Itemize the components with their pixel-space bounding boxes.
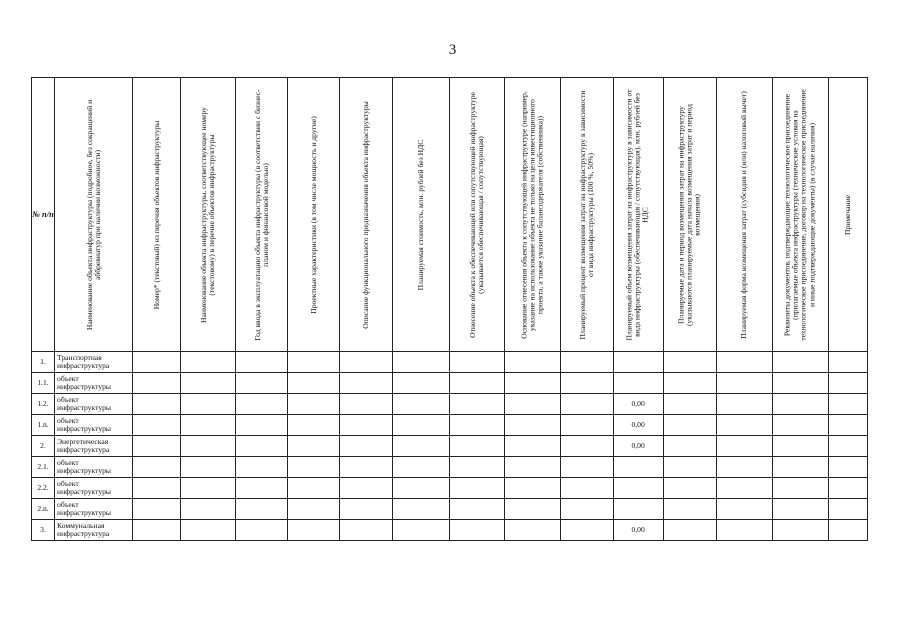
table-cell [236,499,288,520]
infrastructure-table [31,77,868,541]
column-header: Год ввода в эксплуатацию объекта инфраструктуры (в соответствии с бизнес-планом и финансовой моделью) [236,78,288,352]
table-cell [236,457,288,478]
table-cell [772,352,828,373]
row-object-name: объект инфраструктуры [55,457,133,478]
row-planned-volume [613,457,663,478]
row-number: 1. [32,352,55,373]
table-cell [133,499,181,520]
column-header: Примечание [828,78,867,352]
table-cell [560,394,613,415]
row-object-name: Транспортная инфраструктура [55,352,133,373]
table-cell [236,415,288,436]
table-cell [288,415,340,436]
table-cell [450,499,505,520]
table-cell [716,478,772,499]
table-cell [450,415,505,436]
row-number: 2.1. [32,457,55,478]
column-header: Планируемая стоимость, млн. рублей без НДС [393,78,450,352]
table-cell [505,415,560,436]
column-header: Наименование объекта инфраструктуры, соответствующее номеру (текстовому) в перечне объектов инфраструктуры [181,78,236,352]
column-header: Номер* (текстовый) из перечня объектов инфраструктуры [133,78,181,352]
table-cell [450,436,505,457]
table-cell [505,520,560,541]
table-cell [181,394,236,415]
table-cell [772,415,828,436]
table-cell [340,520,393,541]
table-cell [236,394,288,415]
table-cell [393,457,450,478]
table-cell [450,457,505,478]
table-cell [772,499,828,520]
column-header: Планируемые дата и период возмещения затрат на инфраструктуру (указываются планируемые дата начала возмещения затрат и период возмещения) [663,78,716,352]
table-row [32,373,868,394]
column-header: Планируемый процент возмещения затрат на инфраструктуру в зависимости от вида инфраструктуры (100 %, 50%) [560,78,613,352]
column-header: Планируемая форма возмещения затрат (субсидия и (или) налоговый вычет) [716,78,772,352]
column-header: Проектные характеристики (в том числе мощность и другие) [288,78,340,352]
table-cell [828,478,867,499]
table-cell [663,394,716,415]
table-cell [181,352,236,373]
table-cell [133,457,181,478]
table-cell [133,394,181,415]
table-cell [772,436,828,457]
table-cell [663,373,716,394]
table-cell [288,352,340,373]
table-cell [393,373,450,394]
table-cell [181,415,236,436]
row-number: 1.1. [32,373,55,394]
table-cell [560,478,613,499]
table-cell [663,478,716,499]
table-cell [560,373,613,394]
table-cell [181,520,236,541]
table-cell [393,415,450,436]
table-cell [828,457,867,478]
row-planned-volume: 0,00 [613,415,663,436]
table-cell [340,436,393,457]
column-header: Планируемый объем возмещения затрат на инфраструктуру в зависимости от вида инфраструктуры (обеспечивающая / сопутствующая), млн. рублей без НДС [613,78,663,352]
row-planned-volume: 0,00 [613,394,663,415]
row-object-name: Коммунальная инфраструктура [55,520,133,541]
row-number: 1.2. [32,394,55,415]
table-cell [560,436,613,457]
table-cell [181,373,236,394]
table-cell [716,499,772,520]
row-number: 1.n. [32,415,55,436]
table-cell [133,478,181,499]
table-cell [393,352,450,373]
table-cell [450,478,505,499]
table-cell [772,394,828,415]
table-cell [288,478,340,499]
table-cell [181,436,236,457]
table-cell [236,436,288,457]
table-cell [772,520,828,541]
table-cell [393,436,450,457]
table-cell [716,373,772,394]
table-cell [393,394,450,415]
column-header-number: № п/п [32,78,55,352]
table-cell [505,436,560,457]
table-cell [560,499,613,520]
table-cell [828,436,867,457]
table-cell [560,520,613,541]
table-cell [133,436,181,457]
row-planned-volume: 0,00 [613,436,663,457]
column-header: Наименование объекта инфраструктуры (подробное, без сокращений и аббревиатур при наличии возможности) [55,78,133,352]
row-planned-volume [613,499,663,520]
table-cell [828,415,867,436]
table-cell [716,457,772,478]
table-cell [505,373,560,394]
row-object-name: объект инфраструктуры [55,394,133,415]
table-cell [828,373,867,394]
table-cell [505,394,560,415]
table-cell [772,457,828,478]
table-cell [560,457,613,478]
column-header: Основание отнесения объекта к сопутствующей инфраструктуре (например, указание на использование объекта не только на цели инвестиционного проекта, а также указание балансодержателя (собственника)) [505,78,560,352]
table-cell [236,373,288,394]
table-cell [393,520,450,541]
column-header: Описание функционального предназначения объекта инфраструктуры [340,78,393,352]
table-cell [133,373,181,394]
row-object-name: объект инфраструктуры [55,499,133,520]
table-cell [340,457,393,478]
row-number: 2.n. [32,499,55,520]
table-cell [133,415,181,436]
row-object-name: объект инфраструктуры [55,478,133,499]
row-object-name: объект инфраструктуры [55,373,133,394]
table-cell [450,520,505,541]
row-planned-volume [613,478,663,499]
table-cell [828,520,867,541]
table-row [32,499,868,520]
table-cell [663,415,716,436]
table-cell [288,457,340,478]
table-cell [236,478,288,499]
table-cell [560,415,613,436]
table-cell [181,478,236,499]
table-cell [828,352,867,373]
table-cell [288,436,340,457]
table-cell [236,352,288,373]
table-cell [716,436,772,457]
table-cell [340,352,393,373]
table-row [32,352,868,373]
table-cell [828,394,867,415]
page-number: 3 [448,42,457,58]
header-row [32,78,868,352]
table-cell [663,520,716,541]
row-object-name: объект инфраструктуры [55,415,133,436]
table-cell [716,415,772,436]
table-row [32,478,868,499]
table-row [32,394,868,415]
table-cell [505,478,560,499]
table-cell [828,499,867,520]
table-cell [288,373,340,394]
row-number: 2. [32,436,55,457]
table-cell [716,352,772,373]
table-cell [393,499,450,520]
table-cell [181,499,236,520]
row-planned-volume [613,352,663,373]
table-cell [505,499,560,520]
table-cell [288,499,340,520]
table-cell [181,457,236,478]
row-number: 2.2. [32,478,55,499]
table-cell [340,373,393,394]
table-row [32,415,868,436]
row-planned-volume: 0,00 [613,520,663,541]
table-cell [505,457,560,478]
table-cell [133,520,181,541]
table-cell [772,478,828,499]
table-row [32,457,868,478]
row-object-name: Энергетическая инфраструктура [55,436,133,457]
table-cell [340,415,393,436]
column-header: Реквизиты документов, подтверждающие технологическое присоединение (прилагаемые объекта инфраструктуры (технические условия на технологическое присоединение, договор на технологическое присоединение и иные подтверждающие документы) (в случае наличия) [772,78,828,352]
table-cell [663,457,716,478]
table-cell [560,352,613,373]
table-cell [772,373,828,394]
table-cell [450,352,505,373]
table-row [32,520,868,541]
table-cell [505,352,560,373]
table-cell [663,352,716,373]
table-cell [716,520,772,541]
table-cell [133,352,181,373]
table-cell [340,478,393,499]
table-cell [450,394,505,415]
table-cell [663,499,716,520]
table-cell [716,394,772,415]
table-cell [236,520,288,541]
table-cell [340,394,393,415]
table-cell [393,478,450,499]
table-row [32,436,868,457]
table-cell [288,520,340,541]
row-planned-volume [613,373,663,394]
table-cell [340,499,393,520]
row-number: 3. [32,520,55,541]
table-cell [663,436,716,457]
column-header: Отнесение объекта к обеспечивающей или сопутствующей инфраструктуре (указывается обеспечивающая / сопутствующая) [450,78,505,352]
table-cell [450,373,505,394]
table-cell [288,394,340,415]
